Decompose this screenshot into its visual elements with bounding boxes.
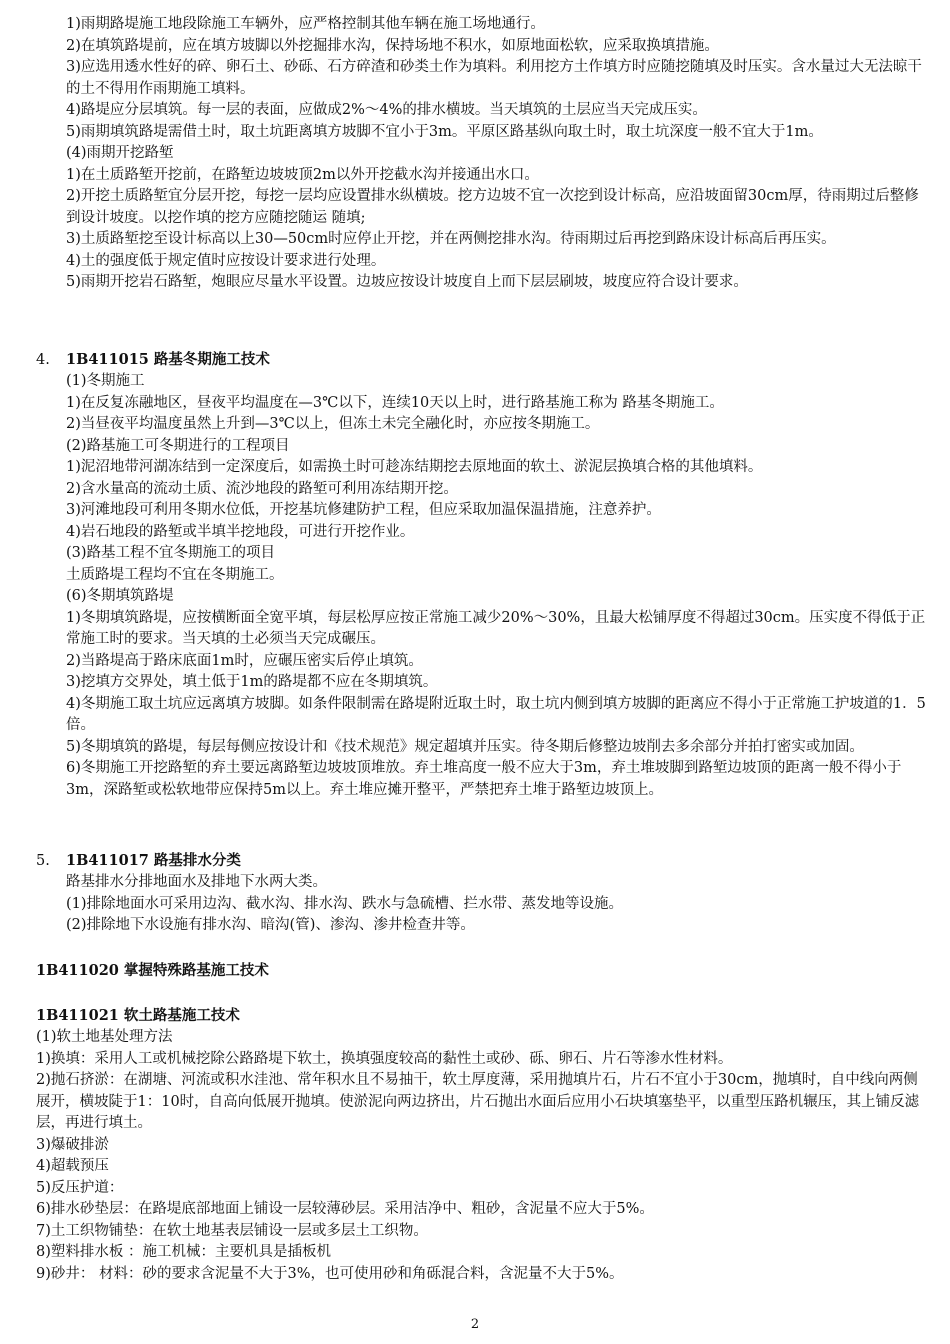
text-line: 6)冬期施工开挖路堑的弃土要远离路堑边坡坡顶堆放。弃土堆高度一般不应大于3m，弃土堆坡脚到路堑边坡顶的距离一般不得小于3m，深路堑或松软地带应保持5m以上。弃土堆应摊开整平，严禁把弃土堆于路堑边坡顶上。: [66, 760, 902, 798]
text-line: 5)雨期开挖岩石路堑，炮眼应尽量水平设置。边坡应按设计坡度自上而下层层刷坡，坡度应符合设计要求。: [66, 274, 748, 290]
text-line: 7)土工织物铺垫：在软土地基表层铺设一层或多层土工织物。: [36, 1222, 428, 1239]
text-line: 3)挖填方交界处，填土低于1m的路堤都不应在冬期填筑。: [66, 674, 438, 690]
text-line: 1)在土质路堑开挖前，在路堑边坡坡顶2m以外开挖截水沟并接通出水口。: [66, 166, 539, 183]
text-line: 8)塑料排水板 ：施工机械：主要机具是插板机: [36, 1244, 331, 1260]
text-line: 5)反压护道：: [36, 1179, 124, 1196]
text-line: 4)路堤应分层填筑。每一层的表面，应做成2%～4%的排水横坡。当天填筑的土层应当天完成压实。: [66, 102, 707, 118]
text-line: 路基排水分排地面水及排地下水两大类。: [66, 874, 327, 890]
rainy-season-block: [66, 14, 926, 294]
text-line: 3)土质路堑挖至设计标高以上30—50cm时应停止开挖，并在两侧挖排水沟。待雨期过后再挖到路床设计标高后再压实。: [66, 231, 836, 247]
text-line: 2)开挖土质路堑宜分层开挖，每挖一层均应设置排水纵横坡。挖方边坡不宜一次挖到设计标高，应沿坡面留30cm厚，待雨期过后整修到设计坡度。以挖作填的挖方应随挖随运 随填;: [66, 188, 919, 226]
text-line: 4)超载预压: [36, 1158, 109, 1174]
text-line: (2)排除地下水设施有排水沟、暗沟(管)、渗沟、渗井检查井等。: [66, 917, 475, 933]
subheading: (3)路基工程不宜冬期施工的项目: [66, 545, 276, 561]
section-5-body: [66, 872, 926, 937]
text-line: 2)当昼夜平均温度虽然上升到—3℃以上，但冻土未完全融化时，亦应按冬期施工。: [66, 416, 600, 432]
section-title: 1B411015 路基冬期施工技术: [66, 351, 270, 368]
subheading: (1)冬期施工: [66, 373, 145, 389]
soft-soil-body: [36, 1027, 926, 1285]
text-line: 4)岩石地段的路堑或半填半挖地段，可进行开挖作业。: [66, 523, 415, 540]
text-line: 4)土的强度低于规定值时应按设计要求进行处理。: [66, 252, 386, 269]
subheading: (2)路基施工可冬期进行的工程项目: [66, 437, 290, 454]
text-line: 2)含水量高的流动土质、流沙地段的路堑可利用冻结期开挖。: [66, 480, 458, 497]
text-line: 5)冬期填筑的路堤，每层每侧应按设计和《技术规范》规定超填并压实。待冬期后修整边坡削去多余部分并拍打密实或加固。: [66, 738, 864, 755]
text-line: 2)当路堤高于路床底面1m时，应碾压密实后停止填筑。: [66, 652, 423, 669]
heading-1B411021: 1B411021 软土路基施工技术: [36, 1007, 240, 1024]
text-line: 土质路堤工程均不宜在冬期施工。: [66, 566, 284, 583]
text-line: 6)排水砂垫层：在路堤底部地面上铺设一层较薄砂层。采用洁净中、粗砂，含泥量不应大于5%。: [36, 1201, 654, 1217]
section-number: 4.: [36, 352, 50, 368]
text-line: 1)冬期填筑路堤，应按横断面全宽平填，每层松厚应按正常施工减少20%～30%，且最大松铺厚度不得超过30cm。压实度不得低于正常施工时的要求。当天填的土必须当天完成碾压。: [66, 609, 926, 647]
text-line: (1)排除地面水可采用边沟、截水沟、排水沟、跌水与急硫槽、拦水带、蒸发地等设施。: [66, 895, 624, 912]
page-number: 2: [470, 1317, 480, 1332]
text-line: 9)砂井： 材料：砂的要求含泥量不大于3%，也可使用砂和角砾混合料，含泥量不大于5%。: [36, 1265, 624, 1282]
subheading: (1)软土地基处理方法: [36, 1029, 173, 1045]
section-4-body: [66, 371, 926, 801]
section-5-heading: [36, 850, 926, 873]
section-4-heading: [36, 349, 926, 372]
text-line: 1)泥沼地带河湖冻结到一定深度后，如需换土时可趁冻结期挖去原地面的软土、淤泥层换填合格的其他填料。: [66, 459, 763, 475]
text-line: 1)雨期路堤施工地段除施工车辆外，应严格控制其他车辆在施工场地通行。: [66, 16, 545, 32]
text-line: 1)换填：采用人工或机械挖除公路路堤下软土，换填强度较高的黏性土或砂、砾、卵石、片石等渗水性材料。: [36, 1050, 733, 1067]
text-line: 1)在反复冻融地区，昼夜平均温度在—3℃以下，连续10天以上时，进行路基施工称为 路基冬期施工。: [66, 394, 724, 411]
text-line: 3)河滩地段可利用冬期水位低，开挖基坑修建防护工程，但应采取加温保温措施，注意养护。: [66, 502, 661, 518]
section-title: 1B411017 路基排水分类: [66, 852, 241, 869]
section-number: 5.: [36, 853, 50, 869]
text-line: 2)在填筑路堤前，应在填方坡脚以外挖掘排水沟，保持场地不积水，如原地面松软，应采取换填措施。: [66, 37, 719, 54]
subheading: (6)冬期填筑路堤: [66, 588, 174, 604]
subheading: (4)雨期开挖路堑: [66, 145, 174, 161]
text-line: 2)抛石挤淤：在湖塘、河流或积水洼池、常年积水且不易抽干，软土厚度薄，采用抛填片石，片石不宜小于30cm，抛填时，自中线向两侧展开，横坡陡于1：10时，自高向低展开抛填。使淤泥向两边挤出，片石抛出水面后应用小石块填塞垫平，以重型压路机辗压，其上铺反滤层，再进行填土。: [36, 1072, 920, 1131]
text-line: 3)应选用透水性好的碎、卵石土、砂砾、石方碎渣和砂类土作为填料。利用挖方土作填方时应随挖随填及时压实。含水量过大无法晾干的土不得用作雨期施工填料。: [66, 59, 922, 97]
text-line: 5)雨期填筑路堤需借土时，取土坑距离填方坡脚不宜小于3m。平原区路基纵向取土时，取土坑深度一般不宜大于1m。: [66, 123, 823, 140]
text-line: 3)爆破排淤: [36, 1136, 109, 1153]
text-line: 4)冬期施工取土坑应远离填方坡脚。如条件限制需在路堤附近取土时，取土坑内侧到填方坡脚的距离应不得小于正常施工护坡道的1．5倍。: [66, 695, 926, 733]
heading-1B411020: 1B411020 掌握特殊路基施工技术: [36, 962, 269, 979]
